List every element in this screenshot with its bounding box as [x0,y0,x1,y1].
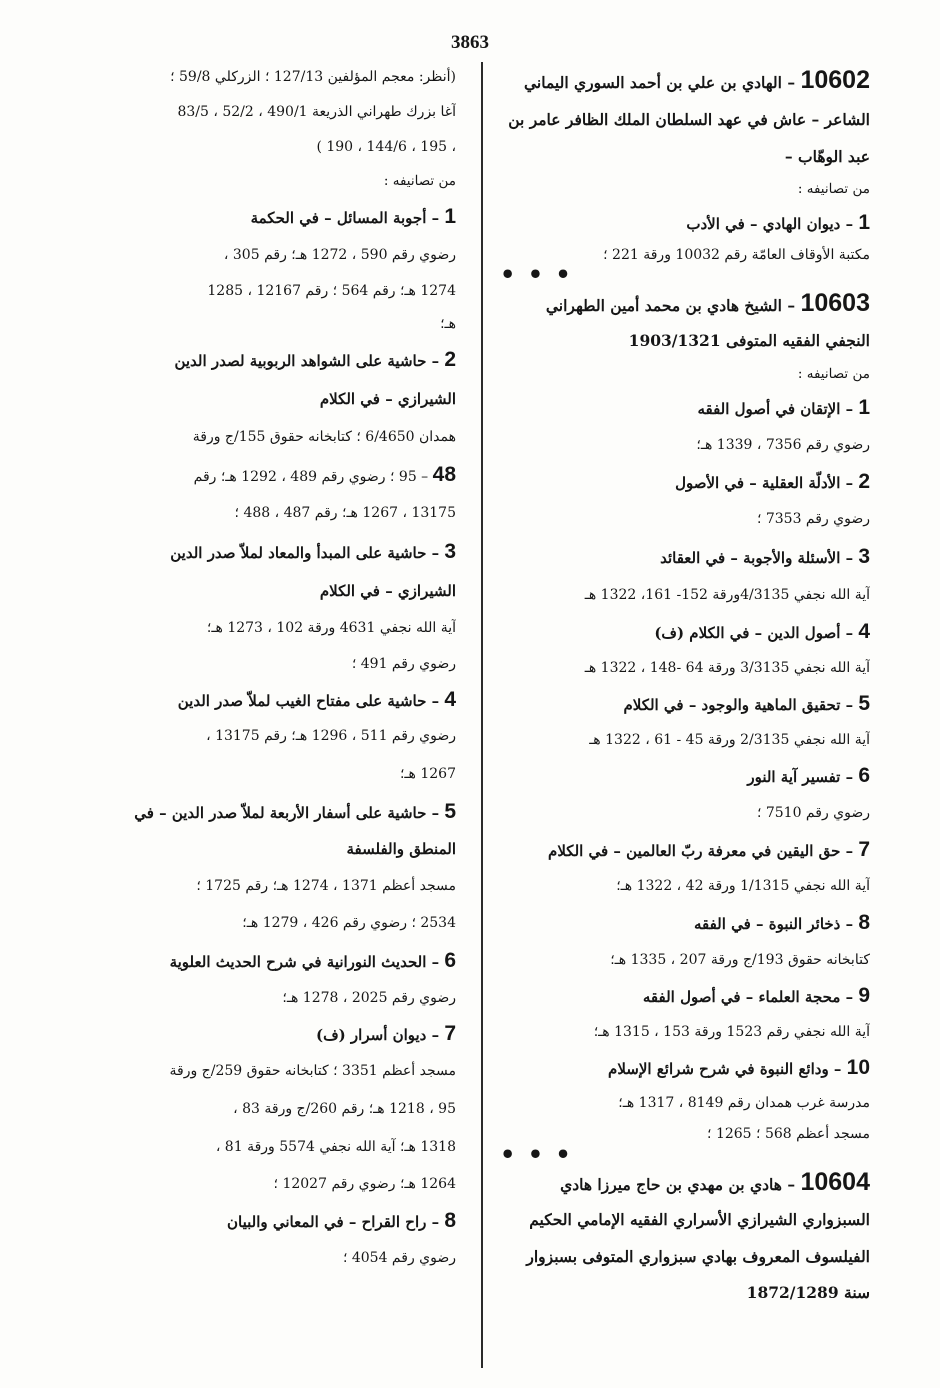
manuscript-location-line: هـ؛ [440,316,456,332]
manuscript-location-line: مسجد أعظم 1371 ، 1274 هـ؛ رقم 1725 ؛ [196,878,456,894]
manuscript-location-line: آية الله نجفي 1/1315 ورقة 42 ، 1322 هـ؛ [616,878,870,894]
manuscript-location-line: آية الله نجفي 4631 ورقة 102 ، 1273 هـ؛ [206,620,456,636]
manuscript-location-line: 95 ، 1218 هـ؛ رقم 260/ج ورقة 83 ، [233,1101,456,1117]
work-title-line: 3 – الأسئلة والأجوبة – في العقائد [660,545,870,568]
manuscript-location-line: (أنظر: معجم المؤلفين 127/13 ؛ الزركلي 59/8 ؛ [170,69,456,85]
work-title-line: 4 – حاشية على مفتاح الغيب لملاّ صدر الدين [177,688,456,711]
manuscript-location-line: 1267 هـ؛ [399,766,456,782]
work-title-line: 2 – الأدلّة العقلية – في الأصول [675,470,870,493]
work-title-line: 10 – ودائع النبوة في شرح شرائع الإسلام [608,1056,870,1079]
work-title-line: 1 – ديوان الهادي – في الأدب [686,211,870,234]
manuscript-location-line: رضوي رقم 7356 ، 1339 هـ؛ [696,437,870,453]
entry-heading-line: 10603 – الشيخ هادي بن محمد أمين الطهراني [545,289,870,317]
work-title-line: 7 – ديوان أسرار (ف) [315,1022,456,1045]
manuscript-location-line: آية الله نجفي 2/3135 ورقة 45 - 61 ، 1322 هـ [589,732,870,748]
manuscript-location-line: آية الله نجفي رقم 1523 ورقة 153 ، 1315 هـ؛ [593,1024,870,1040]
manuscript-location-line: آغا بزرك طهراني الذريعة 490/1 ، 52/2 ، 83/5 [177,104,456,120]
work-title-line: 8 – ذخائر النبوة – في الفقه [693,911,870,934]
page-number: 3863 [451,32,489,53]
manuscript-location-line: 1264 هـ؛ رضوي رقم 12027 ؛ [273,1176,456,1192]
entry-heading-line: السبزواري الشيرازي الأسراري الفقيه الإمامي الحكيم [529,1210,870,1229]
manuscript-location-line: 2534 ؛ رضوي رقم 426 ، 1279 هـ؛ [242,915,456,931]
work-title-line: 2 – حاشية على الشواهد الربوبية لصدر الدين [174,348,456,371]
section-label: من تصانيفه : [383,173,456,189]
manuscript-location-line: 13175 ، 1267 هـ؛ رقم 487 ، 488 ؛ [234,505,456,521]
right-column [500,60,870,1310]
manuscript-location-line: رضوي رقم 4054 ؛ [342,1250,456,1266]
manuscript-location-line: آية الله نجفي 3/3135 ورقة 64 -148 ، 1322 هـ [584,660,870,676]
work-title-line: المنطق والفلسفة [346,840,456,858]
work-title-line: 4 – أصول الدين – في الكلام (ف) [654,620,870,643]
entry-separator: • • • [500,1140,573,1169]
manuscript-location-line: ، 195 ، 144/6 ، 190 ) [316,139,456,155]
manuscript-location-line: آية الله نجفي 4/3135ورقة 152- 161، 1322 هـ [584,587,870,603]
work-title-line: 6 – تفسير آية النور [747,764,870,787]
entry-heading-line: 10602 – الهادي بن علي بن أحمد السوري اليماني [524,66,870,94]
work-title-line: 9 – محجة العلماء – في أصول الفقه [642,984,870,1007]
section-label: من تصانيفه : [797,366,870,382]
entry-heading-line: الشاعر – عاش في عهد السلطان الملك الظافر عامر بن [508,110,870,129]
manuscript-location-line: مسجد أعظم 568 ؛ 1265 ؛ [707,1126,870,1142]
work-title-line: 1 – أجوبة المسائل – في الحكمة [250,205,456,228]
manuscript-location-line: مسجد أعظم 3351 ؛ كتابخانه حقوق 259/ج ورقة [169,1063,456,1079]
work-title-line: 7 – حق اليقين في معرفة ربّ العالمين – في الكلام [548,838,870,861]
work-title-line: 5 – حاشية على أسفار الأربعة لملاّ صدر الدين – في [134,800,456,823]
work-title-line: الشيرازي – في الكلام [319,582,456,600]
manuscript-location-line: 1274 هـ؛ رقم 564 ؛ رقم 12167 ، 1285 [207,283,456,299]
manuscript-location-line: رضوي رقم 511 ، 1296 هـ؛ رقم 13175 ، [206,728,456,744]
work-title-line: 6 – الحديث النورانية في شرح الحديث العلوية [169,949,456,972]
entry-heading-line: النجفي الفقيه المتوفى 1903/1321 [628,331,870,350]
work-title-line: 8 – راح القراح – في المعاني والبيان [227,1209,456,1232]
work-title-line: 5 – تحقيق الماهية والوجود – في الكلام [623,692,870,715]
entry-heading-line: 10604 – هادي بن مهدي بن حاج ميرزا هادي [560,1168,870,1196]
manuscript-location-line: رضوي رقم 2025 ، 1278 هـ؛ [282,990,456,1006]
left-column [72,60,456,1276]
entry-heading-line: الفيلسوف المعروف بهادي سبزواري المتوفى بسبزوار [526,1247,870,1266]
manuscript-location-line: رضوي رقم 7353 ؛ [756,511,870,527]
entry-heading-line: سنة 1872/1289 [746,1283,870,1302]
manuscript-location-line: همدان 6/4650 ؛ كتابخانه حقوق 155/ج ورقة [192,429,456,445]
work-title-line: الشيرازي – في الكلام [319,390,456,408]
manuscript-location-line: رضوي رقم 7510 ؛ [756,805,870,821]
manuscript-location-line: مدرسة غرب همدان رقم 8149 ، 1317 هـ؛ [618,1095,870,1111]
manuscript-location-line: رضوي رقم 491 ؛ [351,656,456,672]
manuscript-location-line: 48 – 95 ؛ رضوي رقم 489 ، 1292 هـ؛ رقم [193,463,456,486]
manuscript-location-line: 1318 هـ؛ آية الله نجفي 5574 ورقة 81 ، [215,1139,456,1155]
manuscript-location-line: كتابخانه حقوق 193/ج ورقة 207 ، 1335 هـ؛ [610,952,870,968]
work-title-line: 3 – حاشية على المبدأ والمعاد لملاّ صدر الدين [170,540,456,563]
manuscript-location-line: رضوي رقم 590 ، 1272 هـ؛ رقم 305 ، [223,247,456,263]
entry-heading-line: عبد الوهّاب – [784,147,870,166]
section-label: من تصانيفه : [797,181,870,197]
entry-separator: • • • [500,260,573,289]
work-title-line: 1 – الإتقان في أصول الفقه [697,396,870,419]
column-divider [481,62,483,1368]
manuscript-location-line: مكتبة الأوقاف العامّة رقم 10032 ورقة 221 ؛ [603,247,870,263]
